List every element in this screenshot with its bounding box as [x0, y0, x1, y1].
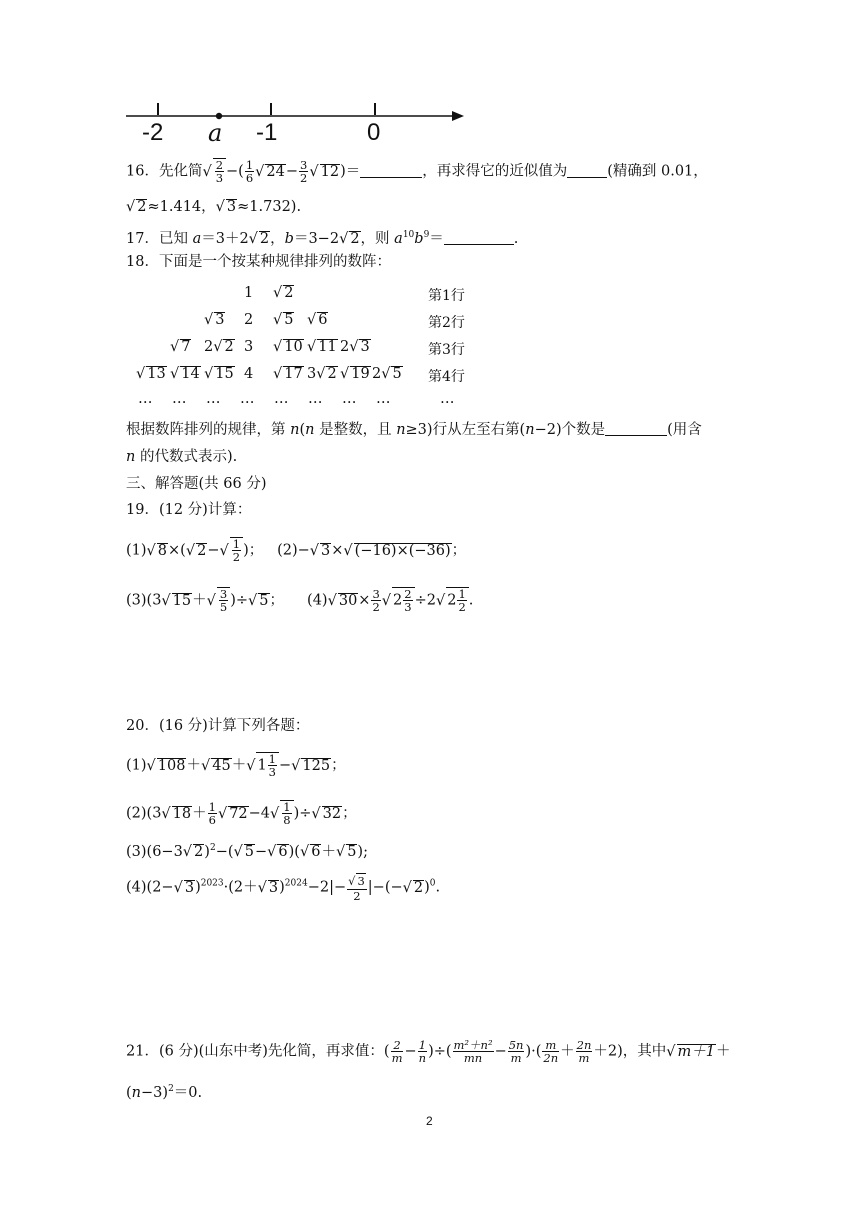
q21-line2: $(n-3)^2=0$. [126, 1084, 203, 1101]
q16-root-frac: $\frac{2}{3}$ [213, 158, 226, 184]
label-zero: 0 [367, 119, 381, 146]
q16-line2: √ 2≈1.414，√ 3≈1.732). [126, 197, 301, 217]
number-line-axis [124, 104, 469, 128]
q20-part2: (2)(3√ 18＋ $\frac{1}{6}$ √ 72−4√ $\frac{1}{8}$ )÷√ 32； [126, 800, 357, 826]
row-label-2: 第2行 [428, 315, 465, 331]
label-a: a [208, 119, 223, 147]
q18-intro: 18．下面是一个按某种规律排列的数阵： [126, 254, 391, 270]
q16-root12: 12 [320, 163, 340, 180]
q16-mid: ，再求得它的近似值为 [422, 163, 568, 180]
label-neg1: -1 [256, 119, 278, 146]
q17-answer-blank[interactable] [444, 230, 514, 245]
row-label-4: 第4行 [428, 369, 465, 385]
q17-line: 17．已知 a＝3＋2√ 2，b＝3−2√ 2，则 $a^{10}b^9=$ . [126, 225, 518, 249]
label-neg2: -2 [142, 119, 164, 146]
q16-root24: 24 [266, 163, 285, 180]
q18-answer-blank[interactable] [605, 421, 667, 436]
q16-frac2: $\frac{1}{6}$ [245, 158, 254, 185]
q16-number: 16． [126, 163, 159, 180]
q20-part1: (1)√ 108＋√ 45＋√ 1 $\frac{1}{3}$ −√ 125； [126, 752, 346, 778]
tick-neg1 [270, 103, 272, 115]
section-title: 三、解答题(共 66 分) [126, 476, 267, 492]
q16-answer-blank1[interactable] [360, 163, 422, 178]
row-label-1: 第1行 [428, 288, 465, 304]
row-label-3: 第3行 [428, 342, 465, 358]
page-number: 2 [426, 1114, 433, 1128]
radical-icon [202, 164, 211, 180]
q19-part3-4: (3)(3√ 15＋√ $\frac{3}{5}$ )÷√ 5； (4)√ 30× $\frac{3}{2}$ √ 2 $\frac{2}{3}$ ÷2√ 2 $\frac{1}{2}$ . [126, 587, 473, 613]
tick-neg2 [157, 103, 159, 115]
q16-tail: (精确到 0.01， [607, 163, 708, 180]
q20-heading: 20．(16 分)计算下列各题： [126, 718, 310, 734]
q18-question-line2: n 的代数式表示). [126, 449, 238, 465]
tick-zero [374, 103, 376, 115]
q20-part4: (4)(2−√ 3)$^{2023}$·(2＋√ 3)$^{2024}$−2|− √ $\frac{3}{2}$ |−(−√ 2)$^0$. [126, 873, 440, 902]
q16-intro: 先化简 [158, 163, 203, 180]
q16-frac3: $\frac{3}{2}$ [300, 158, 308, 185]
q18-question: 根据数阵排列的规律，第 n(n 是整数，且 n≥3)行从左至右第(n−2)个数是 (用含 [126, 422, 702, 438]
q19-part1-2: (1)√ 8×(√ 2−√ $\frac{1}{2}$ )； (2)−√ 3×√ (−16)×(−36)； [126, 537, 466, 563]
q21-line1: 21．(6 分)(山东中考)先化简，再求值：( $\frac{2}{m}$ − $\frac{1}{n}$ )÷( $\frac{\text{m²＋n²}}{mn}$ − $\frac{5n}{m}$ )·( $\frac{m}{2n}$ ＋ $\frac{2n}{m}$ ＋2)，其中√ m＋1＋ [126, 1039, 731, 1064]
q16-answer-blank2[interactable] [567, 163, 607, 178]
q19-heading: 19．(12 分)计算： [126, 502, 252, 518]
q16-line1: 16．先化简√ $\frac{2}{3}$ −( $\frac{1}{6}$ √ 24− $\frac{3}{2}$ √ 12)＝ ，再求得它的近似值为 (精确到 0.01， [126, 158, 708, 184]
q20-part3: (3)(6−3√ 2)$^2$−(√ 5−√ 6)(√ 6＋√ 5); [126, 838, 368, 862]
